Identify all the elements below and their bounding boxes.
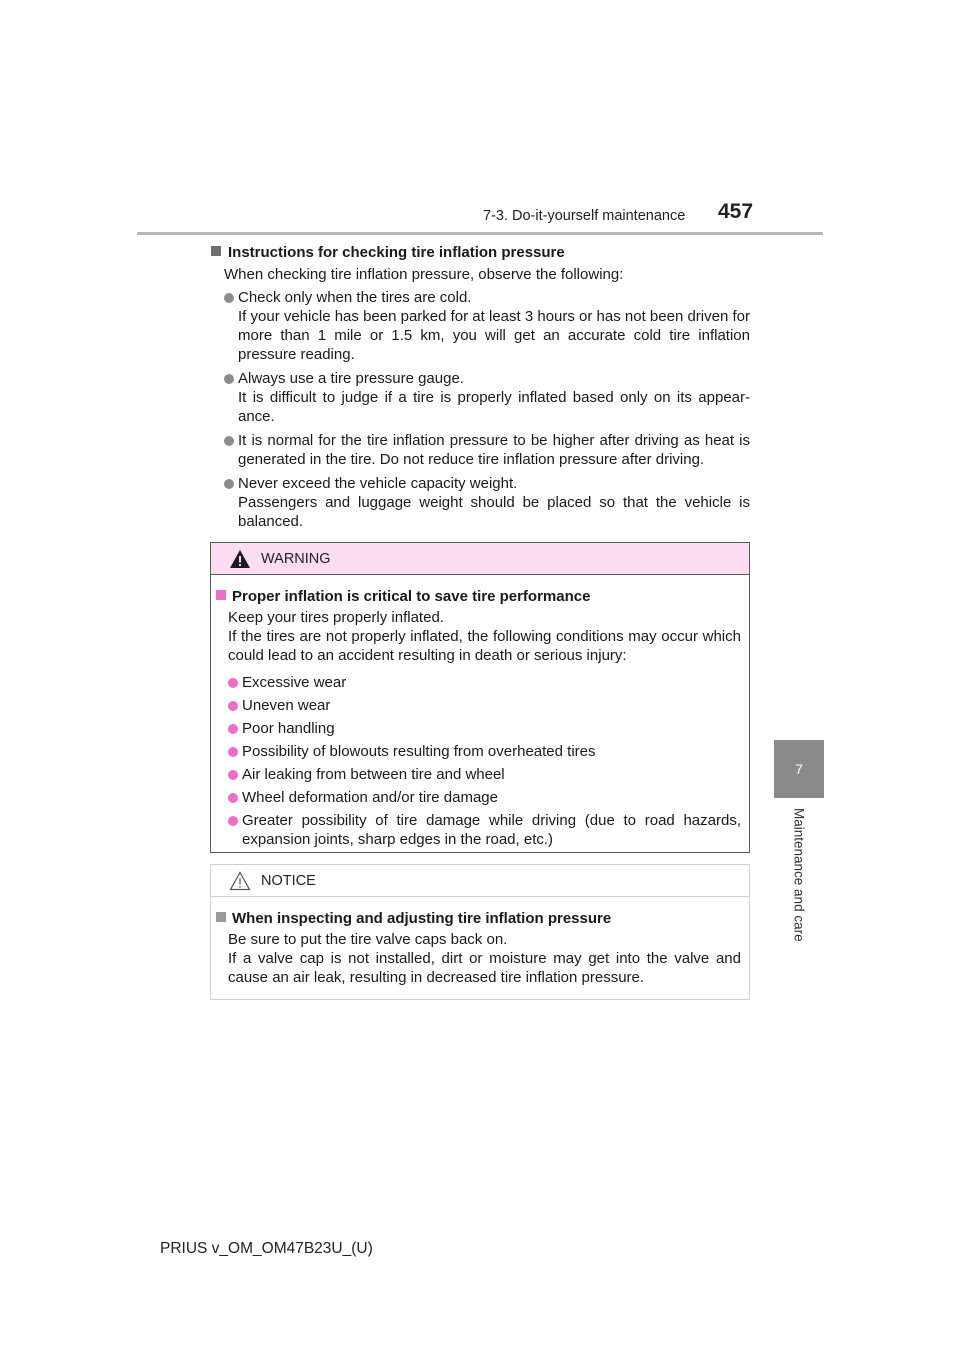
square-bullet-icon — [216, 912, 226, 922]
notice-header — [211, 865, 749, 897]
main-content — [211, 243, 750, 536]
chapter-number: 7 — [795, 761, 803, 777]
list-item: Excessive wear — [228, 673, 741, 692]
bullet-dot-icon — [228, 678, 238, 688]
bullet-dot-icon — [224, 293, 234, 303]
warning-box — [210, 542, 750, 853]
bullet-dot-icon — [224, 479, 234, 489]
instruction-list — [211, 288, 750, 531]
warning-triangle-icon — [229, 549, 251, 569]
list-item: Check only when the tires are cold. If your vehicle has been parked for at least 3 hours or has not been driven for more than 1 mile or 1.5 km, you will get an accurate cold tire inflation pressure reading. — [224, 288, 750, 364]
header-divider — [137, 232, 823, 235]
list-item: Uneven wear — [228, 696, 741, 715]
bullet-dot-icon — [228, 747, 238, 757]
manual-code: PRIUS v_OM_OM47B23U_(U) — [160, 1240, 373, 1257]
notice-body — [211, 897, 749, 987]
chapter-title: Maintenance and care — [791, 808, 807, 942]
square-bullet-icon — [216, 590, 226, 600]
bullet-dot-icon — [228, 724, 238, 734]
list-item: Greater possibility of tire damage while driving (due to road hazards, expansion joints, sharp edges in the road, etc.) — [228, 811, 741, 849]
chapter-tab — [774, 740, 824, 798]
notice-text: Be sure to put the tire valve caps back on. If a valve cap is not installed, dirt or moisture may get into the valve and cause an air leak, resulting in decreased tire inflation pressure. — [228, 931, 741, 986]
bullet-dot-icon — [224, 436, 234, 446]
warning-label: WARNING — [261, 550, 331, 567]
intro-text: When checking tire inflation pressure, observe the following: — [224, 266, 624, 283]
warning-heading: Proper inflation is critical to save tire performance — [216, 587, 741, 606]
bullet-dot-icon — [228, 701, 238, 711]
notice-heading: When inspecting and adjusting tire inflation pressure — [216, 909, 741, 928]
list-item: Never exceed the vehicle capacity weight. Passengers and luggage weight should be placed so that the vehicle is balanced. — [224, 474, 750, 531]
section-heading: Instructions for checking tire inflation pressure — [211, 243, 750, 262]
bullet-dot-icon — [224, 374, 234, 384]
list-item: Wheel deformation and/or tire damage — [228, 788, 741, 807]
notice-label: NOTICE — [261, 872, 316, 889]
square-bullet-icon — [211, 246, 221, 256]
bullet-dot-icon — [228, 770, 238, 780]
notice-box — [210, 864, 750, 1000]
warning-body — [211, 575, 749, 849]
list-item: Poor handling — [228, 719, 741, 738]
page-number: 457 — [718, 200, 754, 223]
list-item: Air leaking from between tire and wheel — [228, 765, 741, 784]
warning-text: Keep your tires properly inflated. If the tires are not properly inflated, the following conditions may occur which could lead to an accident resulting in death or serious injury: — [228, 609, 741, 664]
warning-list — [216, 673, 741, 849]
warning-header — [211, 543, 749, 575]
list-item: Always use a tire pressure gauge. It is difficult to judge if a tire is properly inflated based only on its appear-ance. — [224, 369, 750, 426]
bullet-dot-icon — [228, 793, 238, 803]
section-title: 7-3. Do-it-yourself maintenance — [483, 208, 686, 224]
bullet-dot-icon — [228, 816, 238, 826]
list-item: Possibility of blowouts resulting from overheated tires — [228, 742, 741, 761]
caution-triangle-icon — [229, 871, 251, 891]
list-item: It is normal for the tire inflation pressure to be higher after driving as heat is generated in the tire. Do not reduce tire inflation pressure after driving. — [224, 431, 750, 469]
